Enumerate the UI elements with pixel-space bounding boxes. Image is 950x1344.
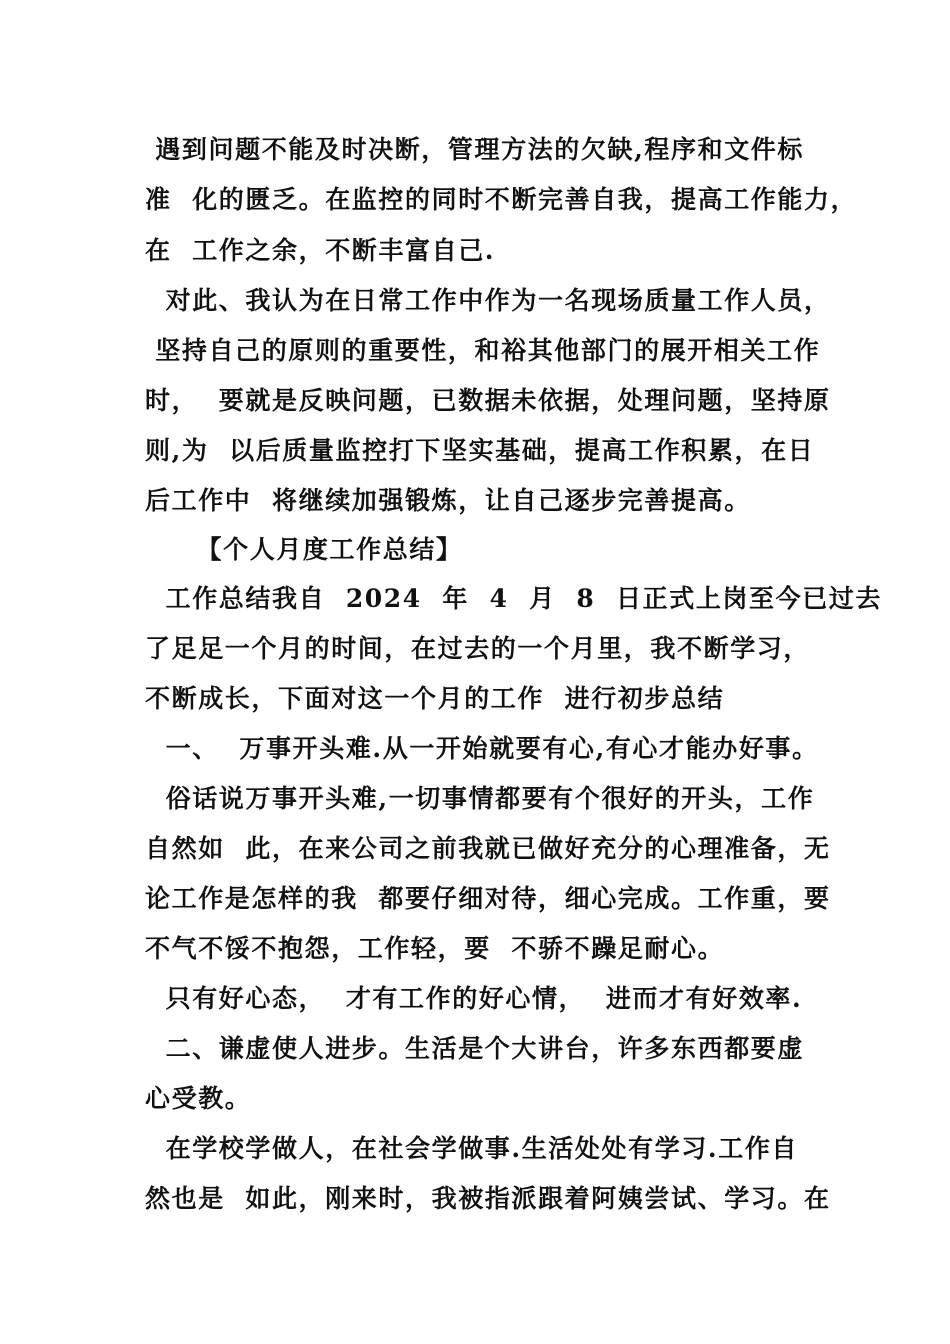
text-line: 一、 万事开头难.从一开始就要有心,有心才能办好事。 xyxy=(145,734,819,763)
text-line: 自然如 此，在来公司之前我就已做好充分的心理准备，无 xyxy=(145,834,831,863)
text-line: 不断成长，下面对这一个月的工作 进行初步总结 xyxy=(145,684,725,713)
text-line: 后工作中 将继续加强锻炼，让自己逐步完善提高。 xyxy=(145,486,751,515)
section-heading: 【个人月度工作总结】 xyxy=(145,535,463,564)
text-line: 了足足一个月的时间，在过去的一个月里，我不断学习， xyxy=(145,634,811,663)
text-line: 坚持自己的原则的重要性，和裕其他部门的展开相关工作 xyxy=(145,336,821,365)
text-line: 二、谦虚使人进步。生活是个大讲台，许多东西都要虚 xyxy=(145,1034,805,1063)
text-line: 在 工作之余，不断丰富自己. xyxy=(145,236,496,265)
text-line: 遇到问题不能及时决断，管理方法的欠缺,程序和文件标 xyxy=(145,135,805,164)
text-line: 对此、我认为在日常工作中作为一名现场质量工作人员， xyxy=(145,286,831,315)
text-line: 不气不馁不抱怨，工作轻，要 不骄不躁足耐心。 xyxy=(145,934,725,963)
text-line: 则,为 以后质量监控打下坚实基础，提高工作积累，在日 xyxy=(145,436,815,465)
text-line: 准 化的匮乏。在监控的同时不断完善自我，提高工作能力， xyxy=(145,185,858,214)
text-line: 心受教。 xyxy=(145,1084,252,1113)
text-line: 俗话说万事开头难,一切事情都要有个很好的开头，工作 xyxy=(145,784,815,813)
text-line: 时， 要就是反映问题，已数据未依据，处理问题，坚持原 xyxy=(145,386,831,415)
text-line: 工作总结我自 2024 年 4 月 8 日正式上岗至今已过去 xyxy=(145,584,883,613)
text-line: 只有好心态， 才有工作的好心情， 进而才有好效率. xyxy=(145,984,803,1013)
text-line: 然也是 如此，刚来时，我被指派跟着阿姨尝试、学习。在 xyxy=(145,1184,831,1213)
text-line: 论工作是怎样的我 都要仔细对待，细心完成。工作重，要 xyxy=(145,884,831,913)
text-line: 在学校学做人，在社会学做事.生活处处有学习.工作自 xyxy=(145,1134,799,1163)
